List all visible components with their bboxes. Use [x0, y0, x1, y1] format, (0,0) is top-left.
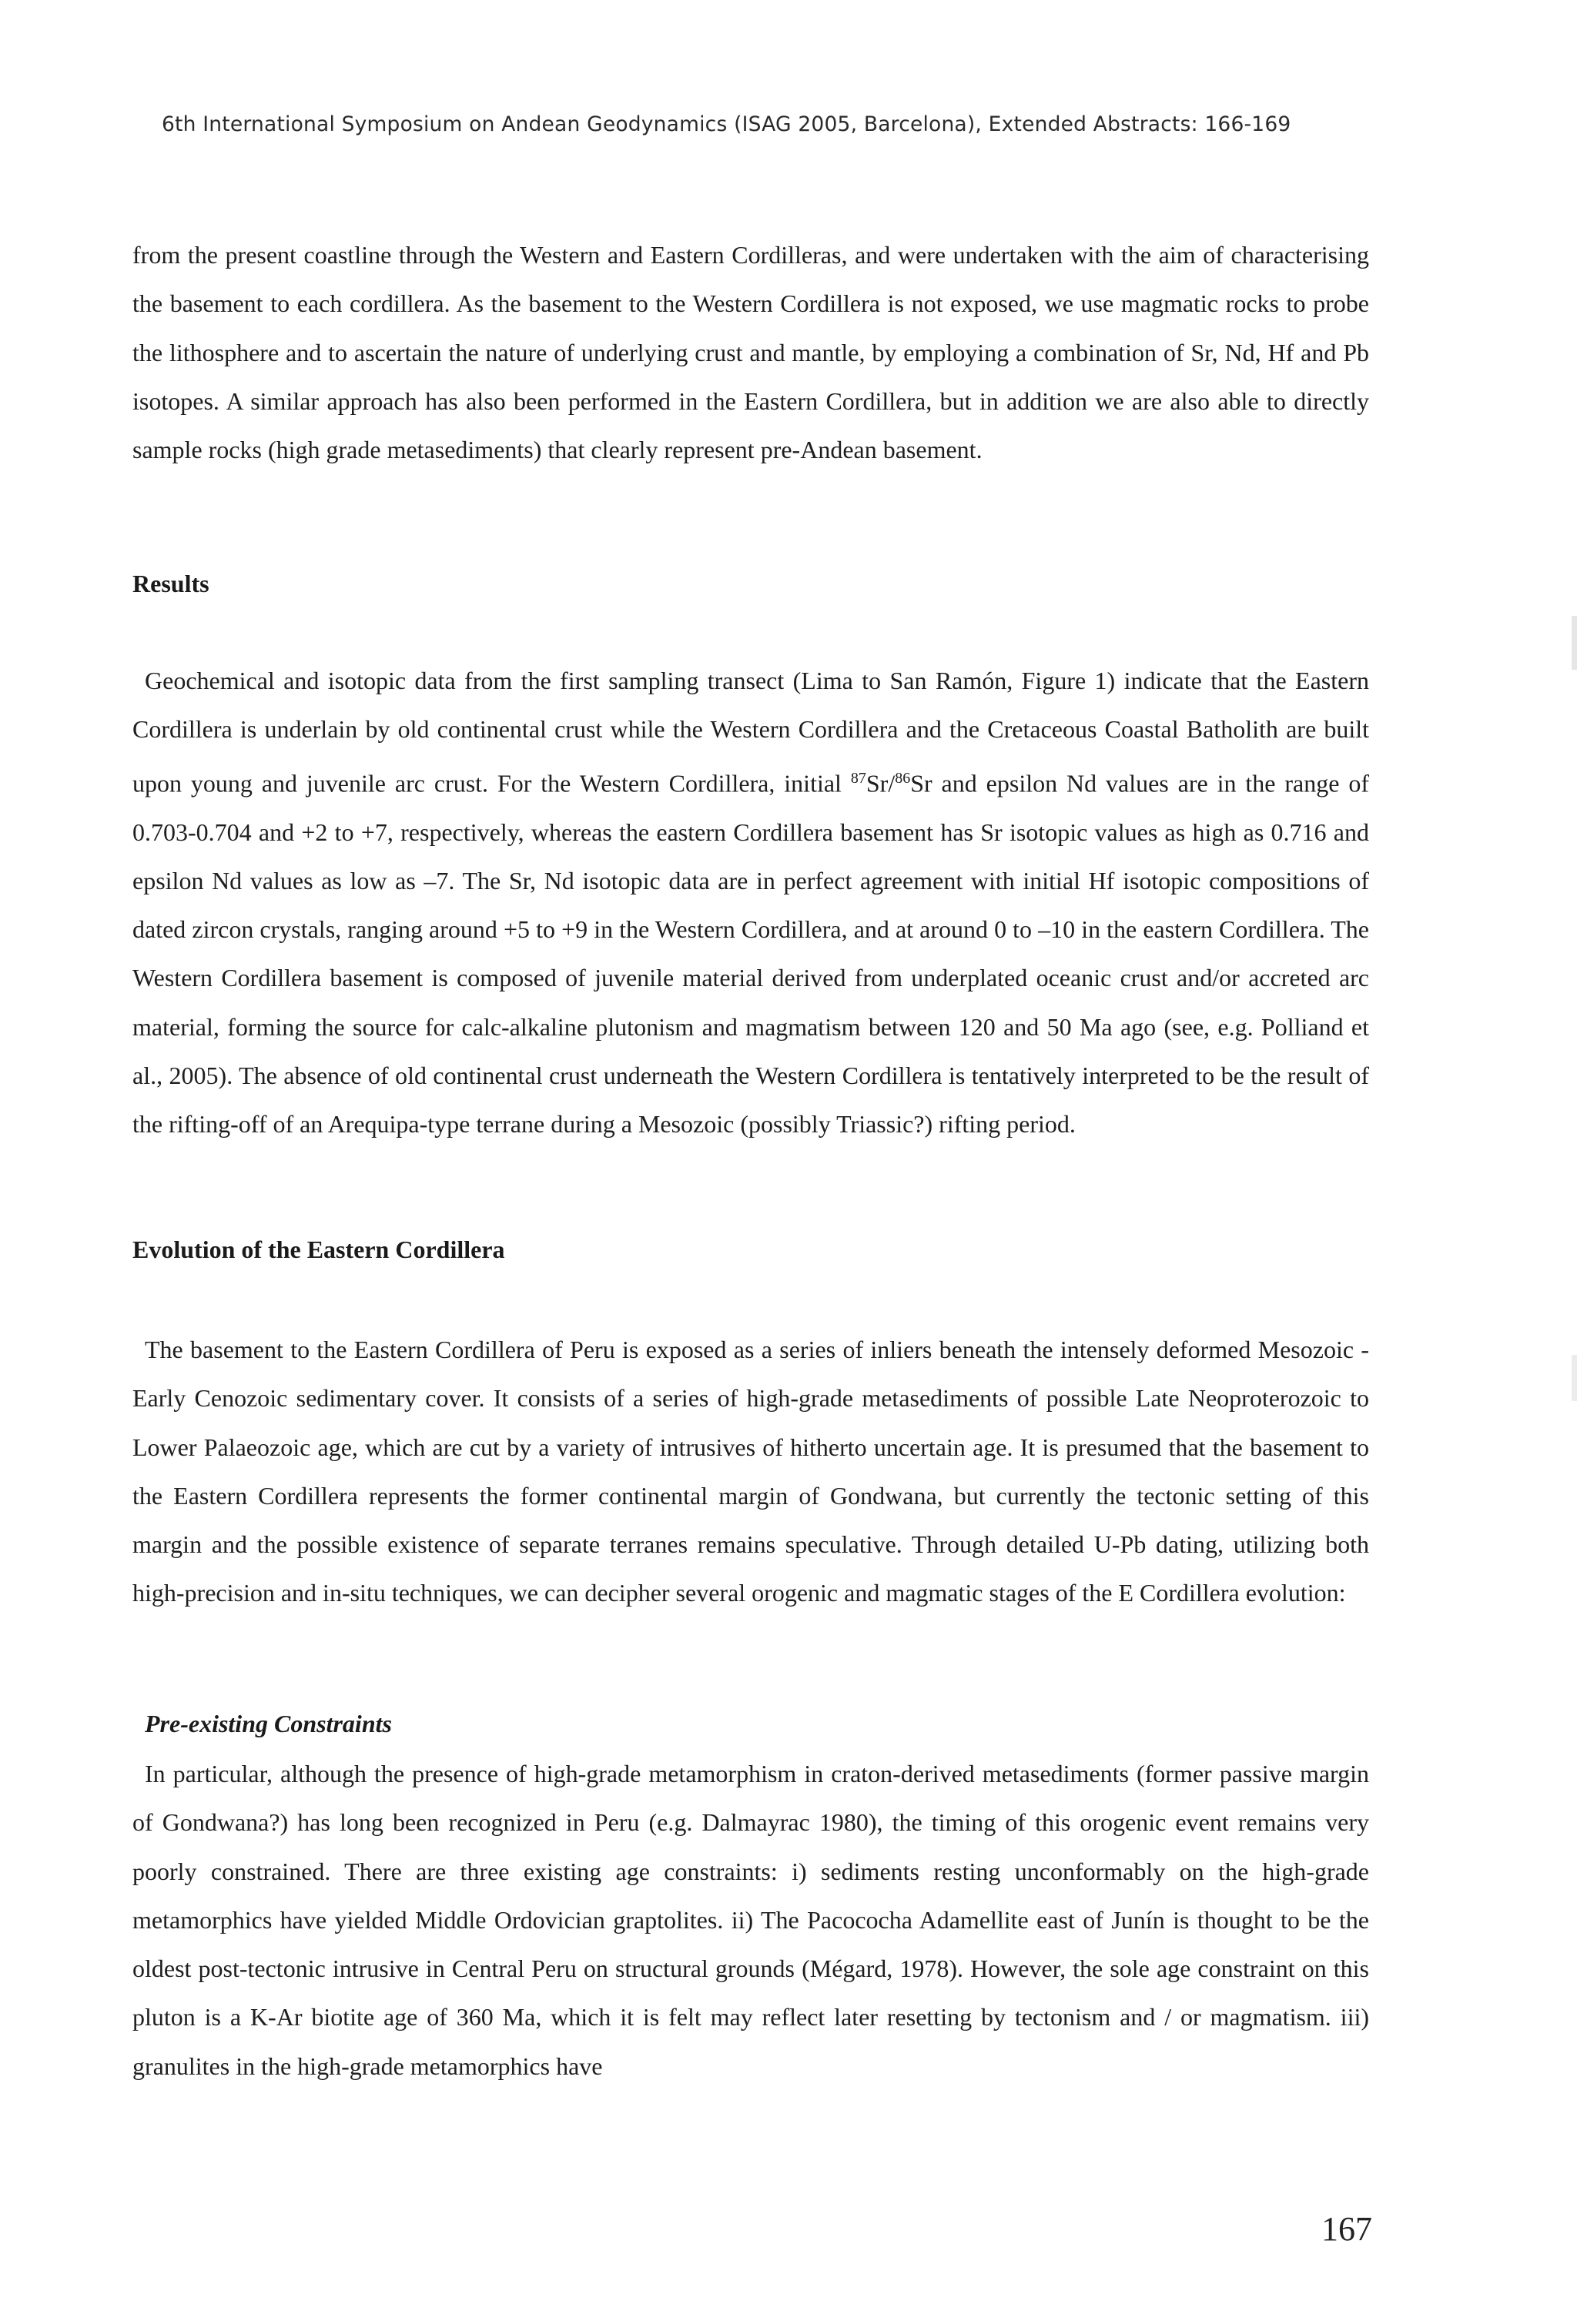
evolution-heading: Evolution of the Eastern Cordillera	[132, 1236, 505, 1263]
scan-edge-shadow	[1572, 1355, 1577, 1401]
superscript-87: 87	[850, 769, 866, 787]
results-text-part1: Geochemical and isotopic data from the first sampling transect (Lima to San Ramón, Figure 1) indicate that the Eastern Cordillera is underlain by old continental crust while the Western Cordillera and the Cretaceous Coastal Batholith are built upon young and juvenile arc crust. For the Western Cordillera, initial	[132, 667, 1369, 798]
results-text	[132, 657, 1369, 1149]
results-paragraph	[132, 657, 1369, 1149]
page-number: 167	[1321, 2210, 1372, 2248]
superscript-86: 86	[895, 769, 911, 787]
evolution-paragraph	[132, 1326, 1369, 1618]
evolution-text: The basement to the Eastern Cordillera of Peru is exposed as a series of inliers beneath the intensely deformed Mesozoic - Early Cenozoic sedimentary cover. It consists of a series of high-grade metasediments of possible Late Neoproterozoic to Lower Palaeozoic age, which are cut by a variety of intrusives of hitherto uncertain age. It is presumed that the basement to the Eastern Cordillera represents the former continental margin of Gondwana, but currently the tectonic setting of this margin and the possible existence of separate terranes remains speculative. Through detailed U-Pb dating, utilizing both high-precision and in-situ techniques, we can decipher several orogenic and magmatic stages of the E Cordillera evolution:	[132, 1336, 1369, 1607]
preexisting-text: In particular, although the presence of high-grade metamorphism in craton-derived metasediments (former passive margin of Gondwana?) has long been recognized in Peru (e.g. Dalmayrac 1980), the timing of this orogenic event remains very poorly constrained. There are three existing age constraints: i) sediments resting unconformably on the high-grade metamorphics have yielded Middle Ordovician graptolites. ii) The Pacococha Adamellite east of Junín is thought to be the oldest post-tectonic intrusive in Central Peru on structural grounds (Mégard, 1978). However, the sole age constraint on this pluton is a K-Ar biotite age of 360 Ma, which it is felt may reflect later resetting by tectonism and / or magmatism. iii) granulites in the high-grade metamorphics have	[132, 1760, 1369, 2080]
preexisting-heading: Pre-existing Constraints	[145, 1710, 392, 1737]
intro-paragraph	[132, 231, 1369, 474]
sr-slash: Sr/	[866, 769, 896, 798]
preexisting-paragraph	[132, 1750, 1369, 2091]
results-text-part2: and epsilon Nd values are in the range of 0.703-0.704 and +2 to +7, respectively, whereas the eastern Cordillera basement has Sr isotopic values as high as 0.716 and epsilon Nd values as low as –7. The Sr, Nd isotopic data are in perfect agreement with initial Hf isotopic compositions of dated zircon crystals, ranging around +5 to +9 in the Western Cordillera, and at around 0 to –10 in the eastern Cordillera. The Western Cordillera basement is composed of juvenile material derived from underplated oceanic crust and/or accreted arc material, forming the source for calc-alkaline plutonism and magmatism between 120 and 50 Ma ago (see, e.g. Polliand et al., 2005). The absence of old continental crust underneath the Western Cordillera is tentatively interpreted to be the result of the rifting-off of an Arequipa-type terrane during a Mesozoic (possibly Triassic?) rifting period.	[132, 769, 1370, 1139]
running-header: 6th International Symposium on Andean Geodynamics (ISAG 2005, Barcelona), Extended Abstracts: 166-169	[162, 112, 1291, 136]
results-heading: Results	[132, 570, 209, 597]
intro-text: from the present coastline through the Western and Eastern Cordilleras, and were undertaken with the aim of characterising the basement to each cordillera. As the basement to the Western Cordillera is not exposed, we use magmatic rocks to probe the lithosphere and to ascertain the nature of underlying crust and mantle, by employing a combination of Sr, Nd, Hf and Pb isotopes. A similar approach has also been performed in the Eastern Cordillera, but in addition we are also able to directly sample rocks (high grade metasediments) that clearly represent pre-Andean basement.	[132, 241, 1369, 464]
scan-edge-shadow	[1572, 616, 1577, 670]
sr-end: Sr	[910, 769, 932, 798]
